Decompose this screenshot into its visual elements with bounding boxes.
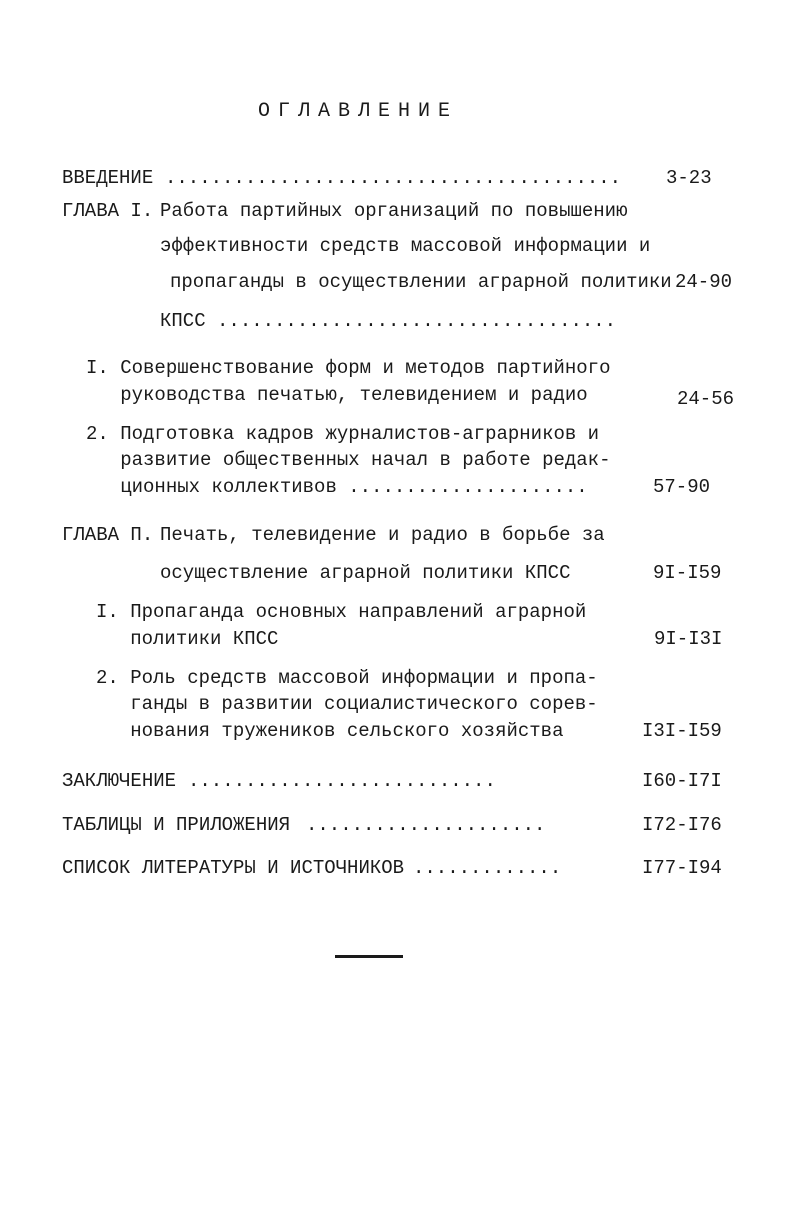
page-title: ОГЛАВЛЕНИЕ — [258, 100, 459, 123]
toc-entry-tables-dots: ..................... — [306, 814, 546, 836]
chapter1-title-line: эффективности средств массовой информации и — [160, 235, 651, 257]
chapter2-title-line: осуществление аграрной политики КПСС — [160, 562, 571, 584]
chapter1-prefix: ГЛАВА I. — [62, 200, 154, 222]
chapter2-prefix: ГЛАВА П. — [62, 524, 154, 546]
section-2-2-line: ганды в развитии социалистического сорев- — [96, 693, 598, 715]
toc-entry-intro-label: ВВЕДЕНИЕ — [62, 167, 154, 189]
toc-entry-intro-dots: ........................................ — [165, 167, 622, 189]
section-1-2-line: развитие общественных начал в работе редак- — [86, 449, 611, 471]
end-rule — [335, 955, 403, 958]
toc-entry-bibliography-pages: I77-I94 — [642, 857, 722, 879]
toc-entry-tables-label: ТАБЛИЦЫ И ПРИЛОЖЕНИЯ — [62, 814, 291, 836]
section-1-2-pages: 57-90 — [653, 476, 711, 498]
section-2-2-line: 2. Роль средств массовой информации и пропа- — [96, 667, 598, 689]
toc-entry-conclusion-dots: ........................... — [188, 770, 496, 792]
section-2-2-pages: I3I-I59 — [642, 720, 722, 742]
section-1-1-line: руководства печатью, телевидением и радио — [86, 384, 588, 406]
section-1-2-line: 2. Подготовка кадров журналистов-аграрников и — [86, 423, 600, 445]
section-1-1-line: I. Совершенствование форм и методов партийного — [86, 357, 611, 379]
chapter1-title-line: КПСС ................................... — [160, 310, 617, 332]
toc-entry-bibliography-label: СПИСОК ЛИТЕРАТУРЫ И ИСТОЧНИКОВ — [62, 857, 405, 879]
chapter2-pages: 9I-I59 — [653, 562, 722, 584]
section-2-1-line: I. Пропаганда основных направлений аграрной — [96, 601, 587, 623]
toc-entry-intro-pages: 3-23 — [666, 167, 712, 189]
toc-entry-conclusion-label: ЗАКЛЮЧЕНИЕ — [62, 770, 177, 792]
chapter1-title-line: Работа партийных организаций по повышению — [160, 200, 628, 222]
chapter1-title-line: пропаганды в осуществлении аграрной политики — [170, 271, 672, 293]
chapter1-pages: 24-90 — [675, 271, 733, 293]
toc-entry-tables-pages: I72-I76 — [642, 814, 722, 836]
section-1-2-line: ционных коллективов ..................... — [86, 476, 588, 498]
section-2-2-line: нования тружеников сельского хозяйства — [96, 720, 564, 742]
section-1-1-pages: 24-56 — [677, 388, 735, 410]
section-2-1-line: политики КПСС — [96, 628, 279, 650]
toc-entry-bibliography-dots: ............. — [413, 857, 562, 879]
toc-entry-conclusion-pages: I60-I7I — [642, 770, 722, 792]
section-2-1-pages: 9I-I3I — [654, 628, 723, 650]
chapter2-title-line: Печать, телевидение и радио в борьбе за — [160, 524, 605, 546]
